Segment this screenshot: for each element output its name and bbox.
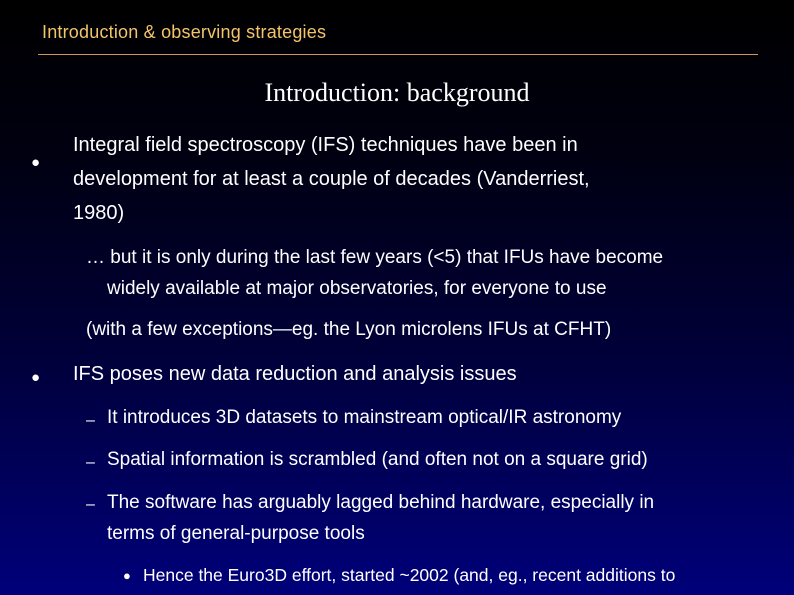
bullet-dot-icon: ● [123,568,131,583]
subsub-euro3d: Hence the Euro3D effort, started ~2002 (and, eg., recent additions to [143,565,676,585]
subitem-software [107,487,654,549]
bullet-line: 1980) [73,202,125,224]
dash-bullet-icon: – [86,454,95,471]
slide-section-header: Introduction & observing strategies [42,22,327,42]
continuation-line: … but it is only during the last few years (<5) that IFUs have become [86,247,664,268]
header-divider [38,54,758,55]
subitem-3d-datasets: It introduces 3D datasets to mainstream optical/IR astronomy [107,407,622,428]
continuation-line: widely available at major observatories, for everyone to use [107,278,607,299]
subitem-spatial-info: Spatial information is scrambled (and often not on a square grid) [107,449,648,470]
bullet-dot-icon: ● [31,369,41,386]
continuation-paragraph [86,242,663,304]
dash-bullet-icon: – [86,412,95,429]
bullet-line: development for at least a couple of decades (Vanderriest, [73,168,590,190]
bullet-line: Integral field spectroscopy (IFS) techniques have been in [73,134,578,156]
subitem-line: The software has arguably lagged behind hardware, especially in [107,492,655,513]
slide-title: Introduction: background [264,78,530,107]
bullet-ifs-techniques [73,128,590,230]
bullet-dot-icon: ● [31,154,41,171]
dash-bullet-icon: – [86,496,95,513]
bullet-ifs-issues: IFS poses new data reduction and analysis issues [73,363,517,385]
exceptions-note: (with a few exceptions—eg. the Lyon microlens IFUs at CFHT) [86,319,612,340]
subitem-line: terms of general-purpose tools [107,523,365,544]
